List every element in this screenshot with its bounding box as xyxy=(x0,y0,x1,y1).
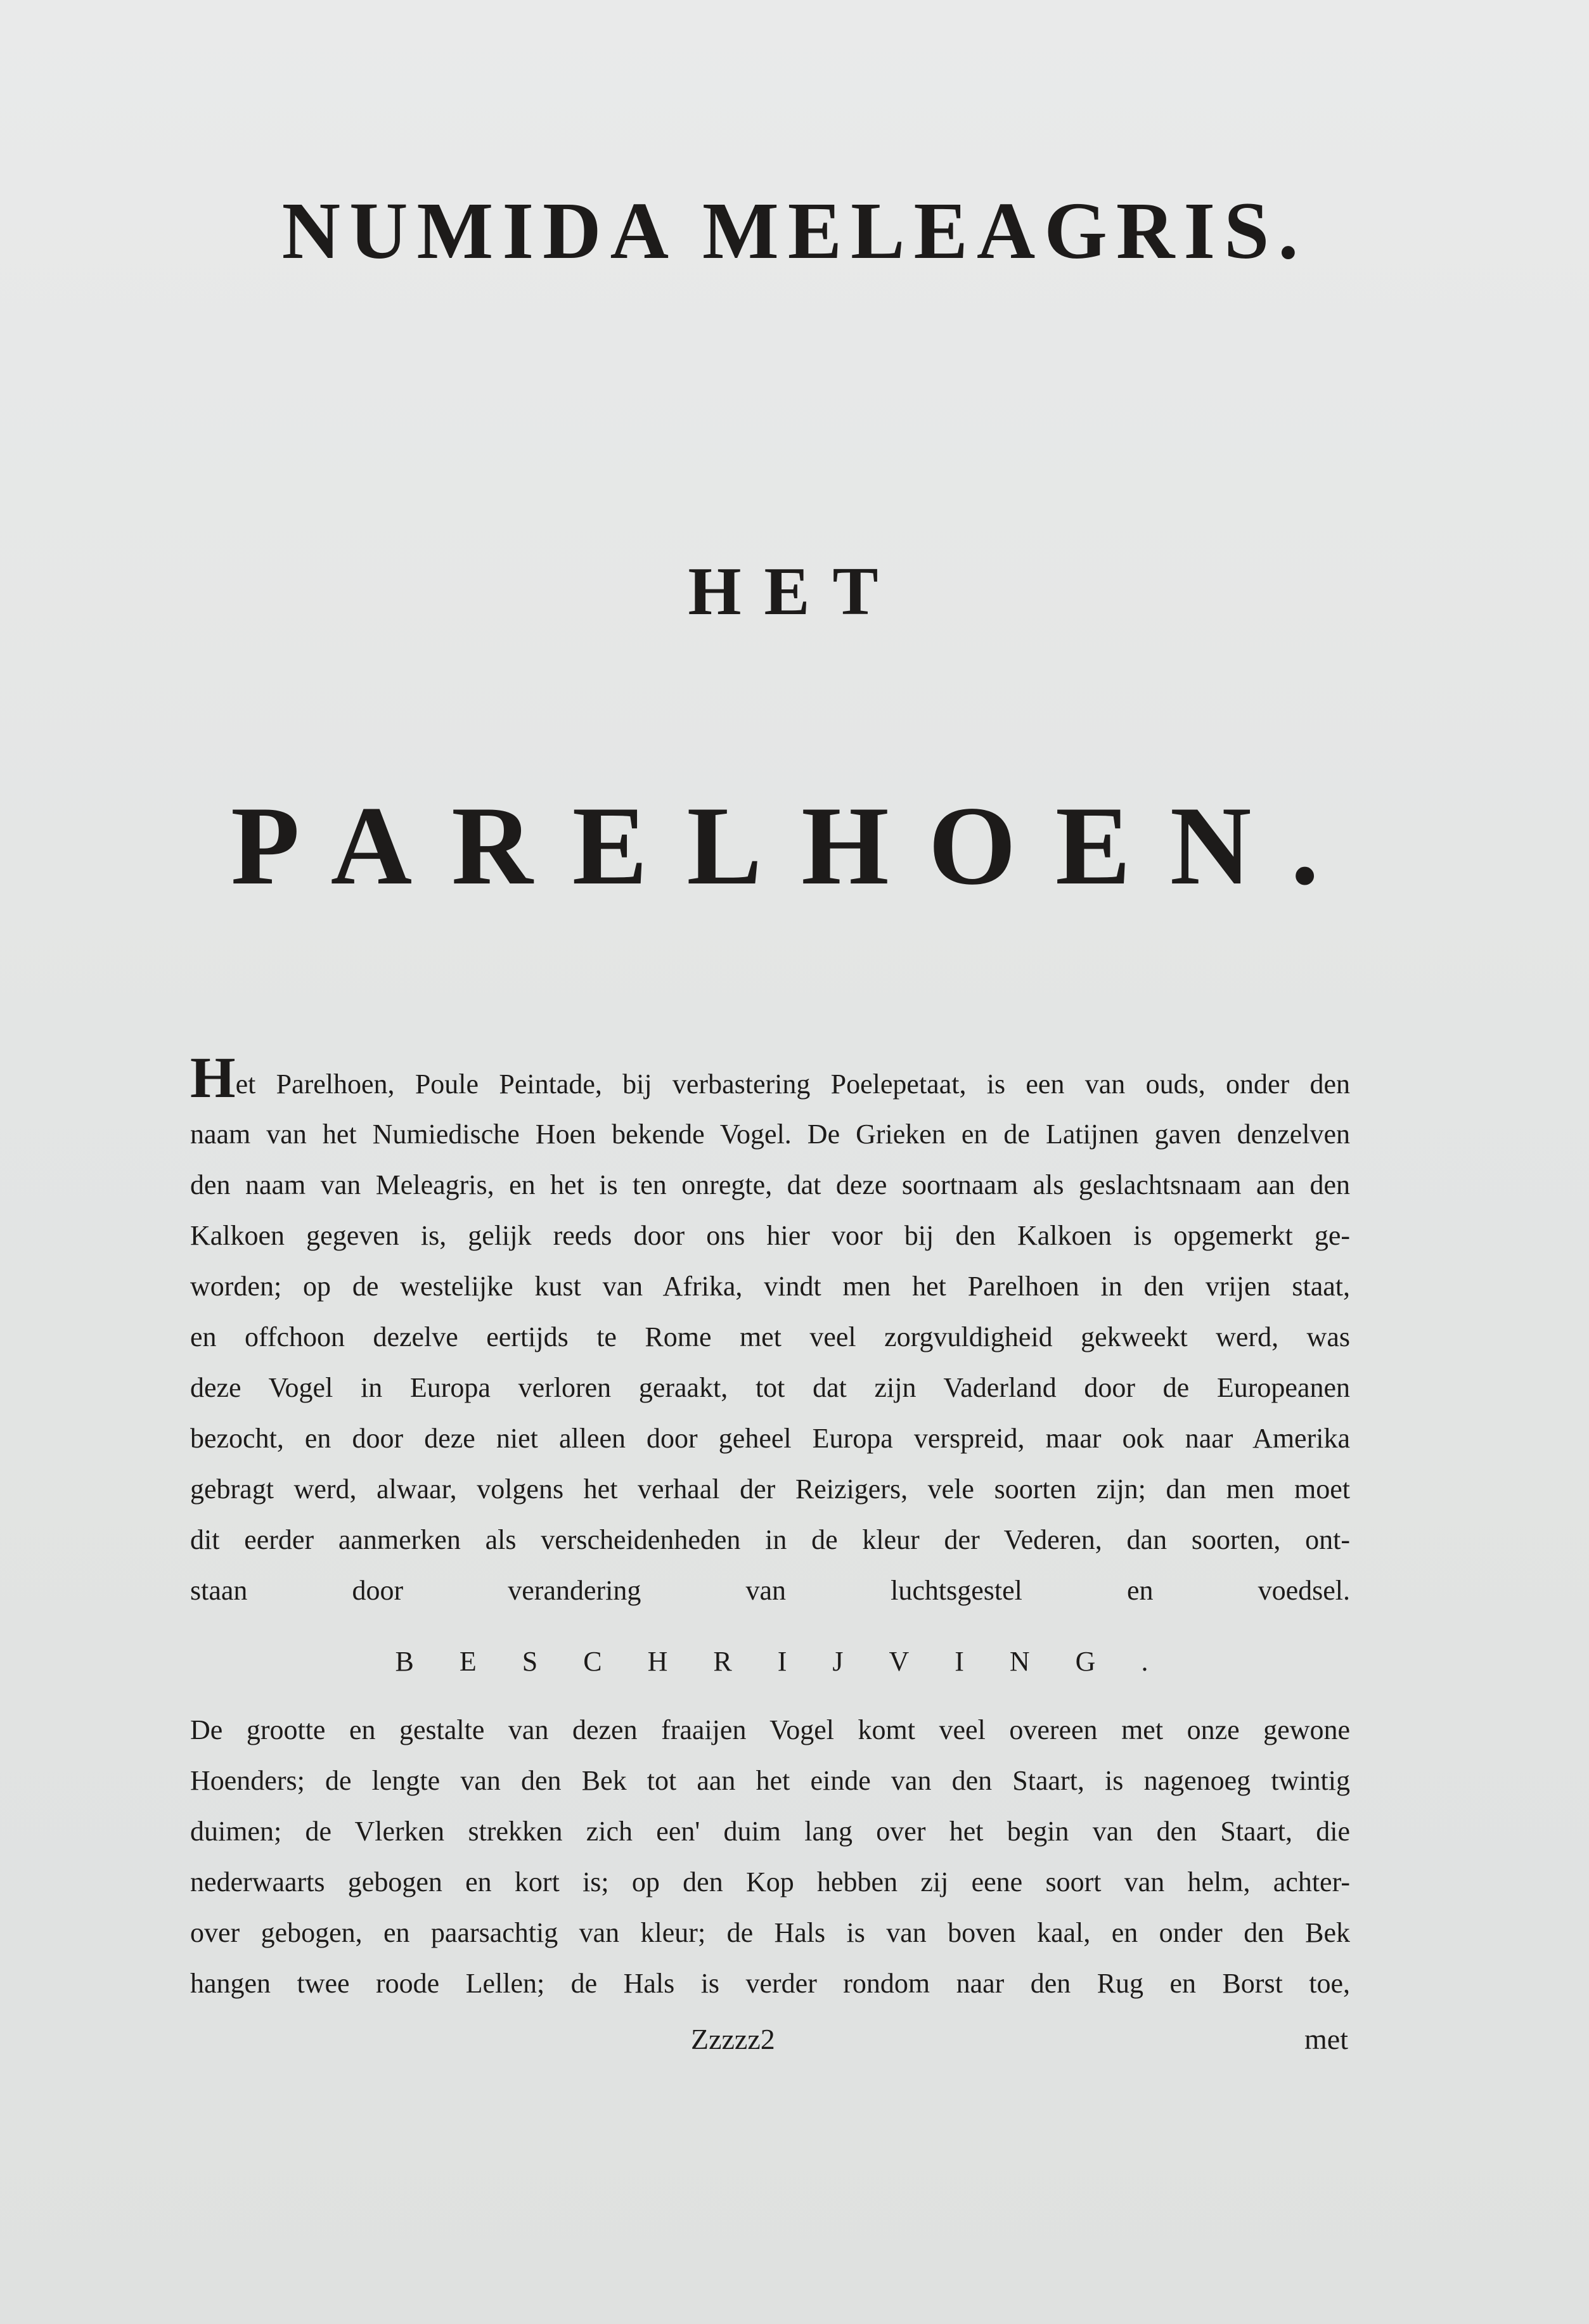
paragraph-description xyxy=(190,1705,1350,2009)
paragraph-line: duimen; de Vlerken strekken zich een' duim lang over het begin van den Staart, die xyxy=(190,1816,1350,1847)
drop-cap: H xyxy=(190,1045,236,1110)
section-heading: BESCHRIJVING. xyxy=(395,1646,1194,1677)
catchword: met xyxy=(1304,2023,1348,2055)
paragraph-line: en offchoon dezelve eertijds te Rome met veel zorgvuldigheid gekweekt werd, was xyxy=(190,1321,1350,1352)
paragraph-line: De grootte en gestalte van dezen fraaijen Vogel komt veel overeen met onze gewone xyxy=(190,1714,1350,1745)
paragraph-line: Het Parelhoen, Poule Peintade, bij verbastering Poelepetaat, is een van ouds, onder den xyxy=(190,1045,1350,1110)
paragraph-line: nederwaarts gebogen en kort is; op den Kop hebben zij eene soort van helm, achter- xyxy=(190,1866,1350,1897)
paragraph-introduction xyxy=(190,1045,1350,1616)
page-title-article: HET xyxy=(688,554,901,629)
paragraph-line: dit eerder aanmerken als verscheidenheden in de kleur der Vederen, dan soorten, ont- xyxy=(190,1524,1350,1555)
paragraph-line: worden; op de westelijke kust van Afrika, vindt men het Parelhoen in den vrijen staat, xyxy=(190,1271,1350,1302)
paragraph-line: Hoenders; de lengte van den Bek tot aan het einde van den Staart, is nagenoeg twintig xyxy=(190,1765,1350,1796)
signature-mark: Zzzzz2 xyxy=(691,2023,775,2055)
paragraph-line: over gebogen, en paarsachtig van kleur; de Hals is van boven kaal, en onder den Bek xyxy=(190,1917,1350,1948)
paragraph-line: gebragt werd, alwaar, volgens het verhaal der Reizigers, vele soorten zijn; dan men moet xyxy=(190,1473,1350,1505)
paragraph-line: naam van het Numiedische Hoen bekende Vogel. De Grieken en de Latijnen gaven denzelven xyxy=(190,1119,1350,1150)
paragraph-line: den naam van Meleagris, en het is ten onregte, dat deze soortnaam als geslachtsnaam aan den xyxy=(190,1169,1350,1200)
paragraph-line: bezocht, en door deze niet alleen door geheel Europa verspreid, maar ook naar Amerika xyxy=(190,1423,1350,1454)
page-title-name: PARELHOEN. xyxy=(231,783,1358,908)
paragraph-line: deze Vogel in Europa verloren geraakt, tot dat zijn Vaderland door de Europeanen xyxy=(190,1372,1350,1403)
paragraph-line: staan door verandering van luchtsgestel en voedsel. xyxy=(190,1575,1350,1606)
page-title-latin: NUMIDA MELEAGRIS. xyxy=(281,186,1308,276)
paragraph-line: hangen twee roode Lellen; de Hals is verder rondom naar den Rug en Borst toe, xyxy=(190,1968,1350,1999)
paragraph-line: Kalkoen gegeven is, gelijk reeds door ons hier voor bij den Kalkoen is opgemerkt ge- xyxy=(190,1220,1350,1251)
